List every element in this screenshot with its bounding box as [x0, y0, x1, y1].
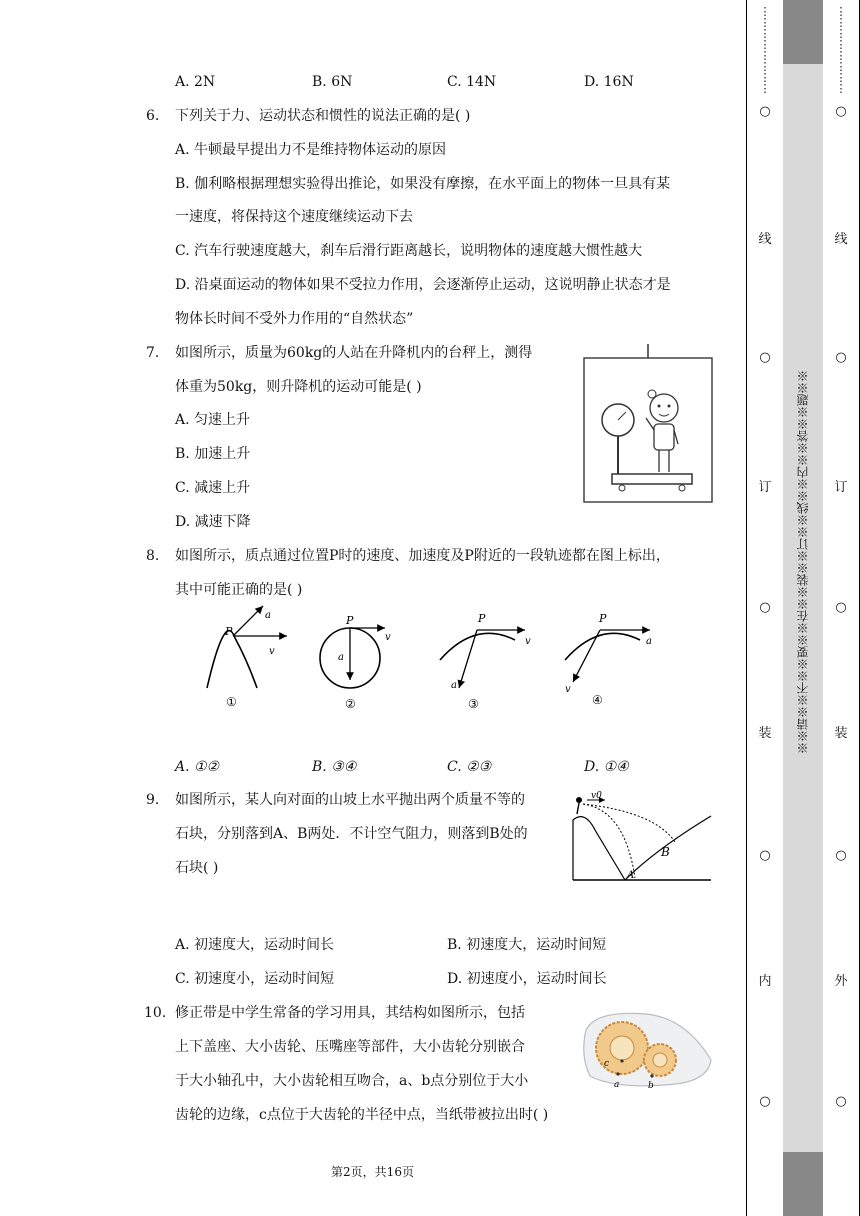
q8-option-c: C. ②③ [447, 759, 492, 775]
outer-circle-mark-3: ○ [835, 600, 847, 615]
q7-stem-line1: 如图所示，质量为60kg的人站在升降机内的台秤上，测得 [175, 345, 533, 361]
q9-stem-line3: 石块( ) [175, 860, 219, 876]
tape-point-b-label: b [648, 1081, 654, 1091]
q6-option-d-line2: 物体长时间不受外力作用的“自然状态” [175, 311, 414, 327]
outer-char-zhuang: 装 [834, 726, 848, 741]
q5-option-c: C. 14N [447, 74, 497, 90]
strip-bottom-block [783, 1152, 823, 1216]
q8-number: 8. [146, 548, 160, 564]
outer-circle-mark-5: ○ [835, 1094, 847, 1109]
diagram-4-label: ④ [592, 693, 603, 707]
q10-stem-line3: 于大小轴孔中，大小齿轮相互吻合，a、b点分别位于大小 [175, 1073, 529, 1089]
slope-throw-figure [565, 790, 715, 886]
q10-stem-line1: 修正带是中学生常备的学习用具，其结构如图所示，包括 [175, 1005, 525, 1021]
elevator-figure [582, 344, 714, 504]
q6-option-a: A. 牛顿最早提出力不是维持物体运动的原因 [175, 142, 447, 158]
diagram-3-point-label: P [478, 612, 486, 625]
q9-option-d: D. 初速度小，运动时间长 [447, 971, 607, 987]
v0-label: v0 [591, 791, 602, 801]
q9-number: 9. [146, 792, 160, 808]
outer-circle-mark-1: ○ [835, 104, 847, 119]
q7-option-a: A. 匀速上升 [175, 412, 251, 428]
q7-option-d: D. 减速下降 [175, 514, 251, 530]
diagram-4 [565, 612, 652, 707]
diagram-3-label: ③ [468, 697, 479, 711]
dots-1: ⋮ ⋮ ⋮ ⋮ ⋮ ⋮ ⋮ ⋮ [759, 5, 771, 95]
inner-char-zhuang: 装 [758, 726, 772, 741]
binding-strip-inner [746, 0, 784, 1216]
q9-option-a: A. 初速度大，运动时间长 [175, 937, 335, 953]
outer-char-xian: 线 [834, 232, 848, 247]
q10-stem-line4: 齿轮的边缘，c点位于大齿轮的半径中点，当纸带被拉出时( ) [175, 1107, 549, 1123]
inner-char-xian: 线 [758, 232, 772, 247]
q9-stem-line1: 如图所示，某人向对面的山坡上水平抛出两个质量不等的 [175, 792, 525, 808]
q9-stem-line2: 石块，分别落到A、B两处．不计空气阻力，则落到B处的 [175, 826, 528, 842]
circle-mark-3: ○ [759, 600, 771, 615]
q10-stem-line2: 上下盖座、大小齿轮、压嘴座等部件，大小齿轮分别嵌合 [175, 1039, 525, 1055]
strip-top-block [783, 0, 823, 64]
diagram-1-label: ① [226, 695, 237, 709]
diagram-2 [320, 614, 391, 711]
q8-stem-line1: 如图所示，质点通过位置P时的速度、加速度及P附近的一段轨迹都在图上标出， [175, 548, 670, 564]
diagram-1 [207, 606, 287, 709]
diagram-1-point-label: P [225, 625, 233, 638]
q6-option-b-line2: 一速度，将保持这个速度继续运动下去 [175, 209, 413, 225]
circle-mark-4: ○ [759, 848, 771, 863]
diagram-2-label: ② [345, 697, 356, 711]
outer-char-ding: 订 [834, 480, 848, 495]
tape-point-a-label: a [614, 1080, 620, 1090]
q9-option-c: C. 初速度小，运动时间短 [175, 971, 335, 987]
q8-stem-line2: 其中可能正确的是( ) [175, 582, 303, 598]
outer-char-wai: 外 [834, 974, 848, 989]
diagram-2-vel-label: v [385, 632, 391, 643]
binding-notice: ※※请※※不※※要※※在※※装※※订※※线※※内※※答※※题※※ [796, 370, 810, 754]
diagram-3-acc-label: a [451, 680, 457, 691]
binding-notice-strip [783, 0, 824, 1216]
q10-number: 10. [144, 1005, 167, 1021]
page-footer: 第2页，共16页 [331, 1165, 414, 1179]
diagram-3 [440, 612, 531, 711]
q6-option-d-line1: D. 沿桌面运动的物体如果不受拉力作用，会逐渐停止运动，这说明静止状态才是 [175, 277, 671, 293]
point-b-label: B [661, 845, 670, 859]
q8-option-b: B. ③④ [312, 759, 357, 775]
inner-char-ding: 订 [758, 480, 772, 495]
q7-stem-line2: 体重为50kg，则升降机的运动可能是( ) [175, 379, 422, 395]
tape-point-c-label: c [604, 1059, 610, 1069]
diagram-4-point-label: P [599, 612, 607, 625]
circle-mark-2: ○ [759, 350, 771, 365]
diagram-3-vel-label: v [525, 636, 531, 647]
q6-stem: 下列关于力、运动状态和惯性的说法正确的是( ) [175, 108, 471, 124]
q7-number: 7. [146, 345, 160, 361]
q6-option-b-line1: B. 伽利略根据理想实验得出推论，如果没有摩擦，在水平面上的物体一旦具有某 [175, 176, 671, 192]
diagram-1-acc-label: a [265, 610, 271, 621]
diagram-4-vel-label: v [565, 684, 571, 695]
circle-mark-5: ○ [759, 1094, 771, 1109]
circle-mark-1: ○ [759, 104, 771, 119]
q5-option-b: B. 6N [312, 74, 353, 90]
diagram-2-point-label: P [346, 614, 354, 627]
outer-circle-mark-2: ○ [835, 350, 847, 365]
q8-option-d: D. ①④ [584, 759, 629, 775]
outer-circle-mark-4: ○ [835, 848, 847, 863]
diagram-2-acc-label: a [338, 652, 344, 663]
q5-option-a: A. 2N [175, 74, 216, 90]
q6-option-c: C. 汽车行驶速度越大，刹车后滑行距离越长，说明物体的速度越大惯性越大 [175, 243, 643, 259]
inner-char-nei: 内 [758, 974, 772, 989]
q7-option-b: B. 加速上升 [175, 446, 251, 462]
q5-option-d: D. 16N [584, 74, 634, 90]
q6-number: 6. [146, 108, 160, 124]
diagram-1-vel-label: v [269, 646, 275, 657]
trajectory-diagrams [195, 600, 665, 715]
diagram-4-acc-label: a [646, 636, 652, 647]
binding-strip-outer [823, 0, 860, 1216]
q9-option-b: B. 初速度大，运动时间短 [447, 937, 607, 953]
q7-option-c: C. 减速上升 [175, 480, 251, 496]
dots-2: ⋮ ⋮ ⋮ ⋮ ⋮ ⋮ ⋮ ⋮ [835, 5, 847, 95]
point-a-label: A [627, 870, 635, 881]
q8-option-a: A. ①② [175, 759, 220, 775]
correction-tape-figure [576, 1000, 716, 1092]
